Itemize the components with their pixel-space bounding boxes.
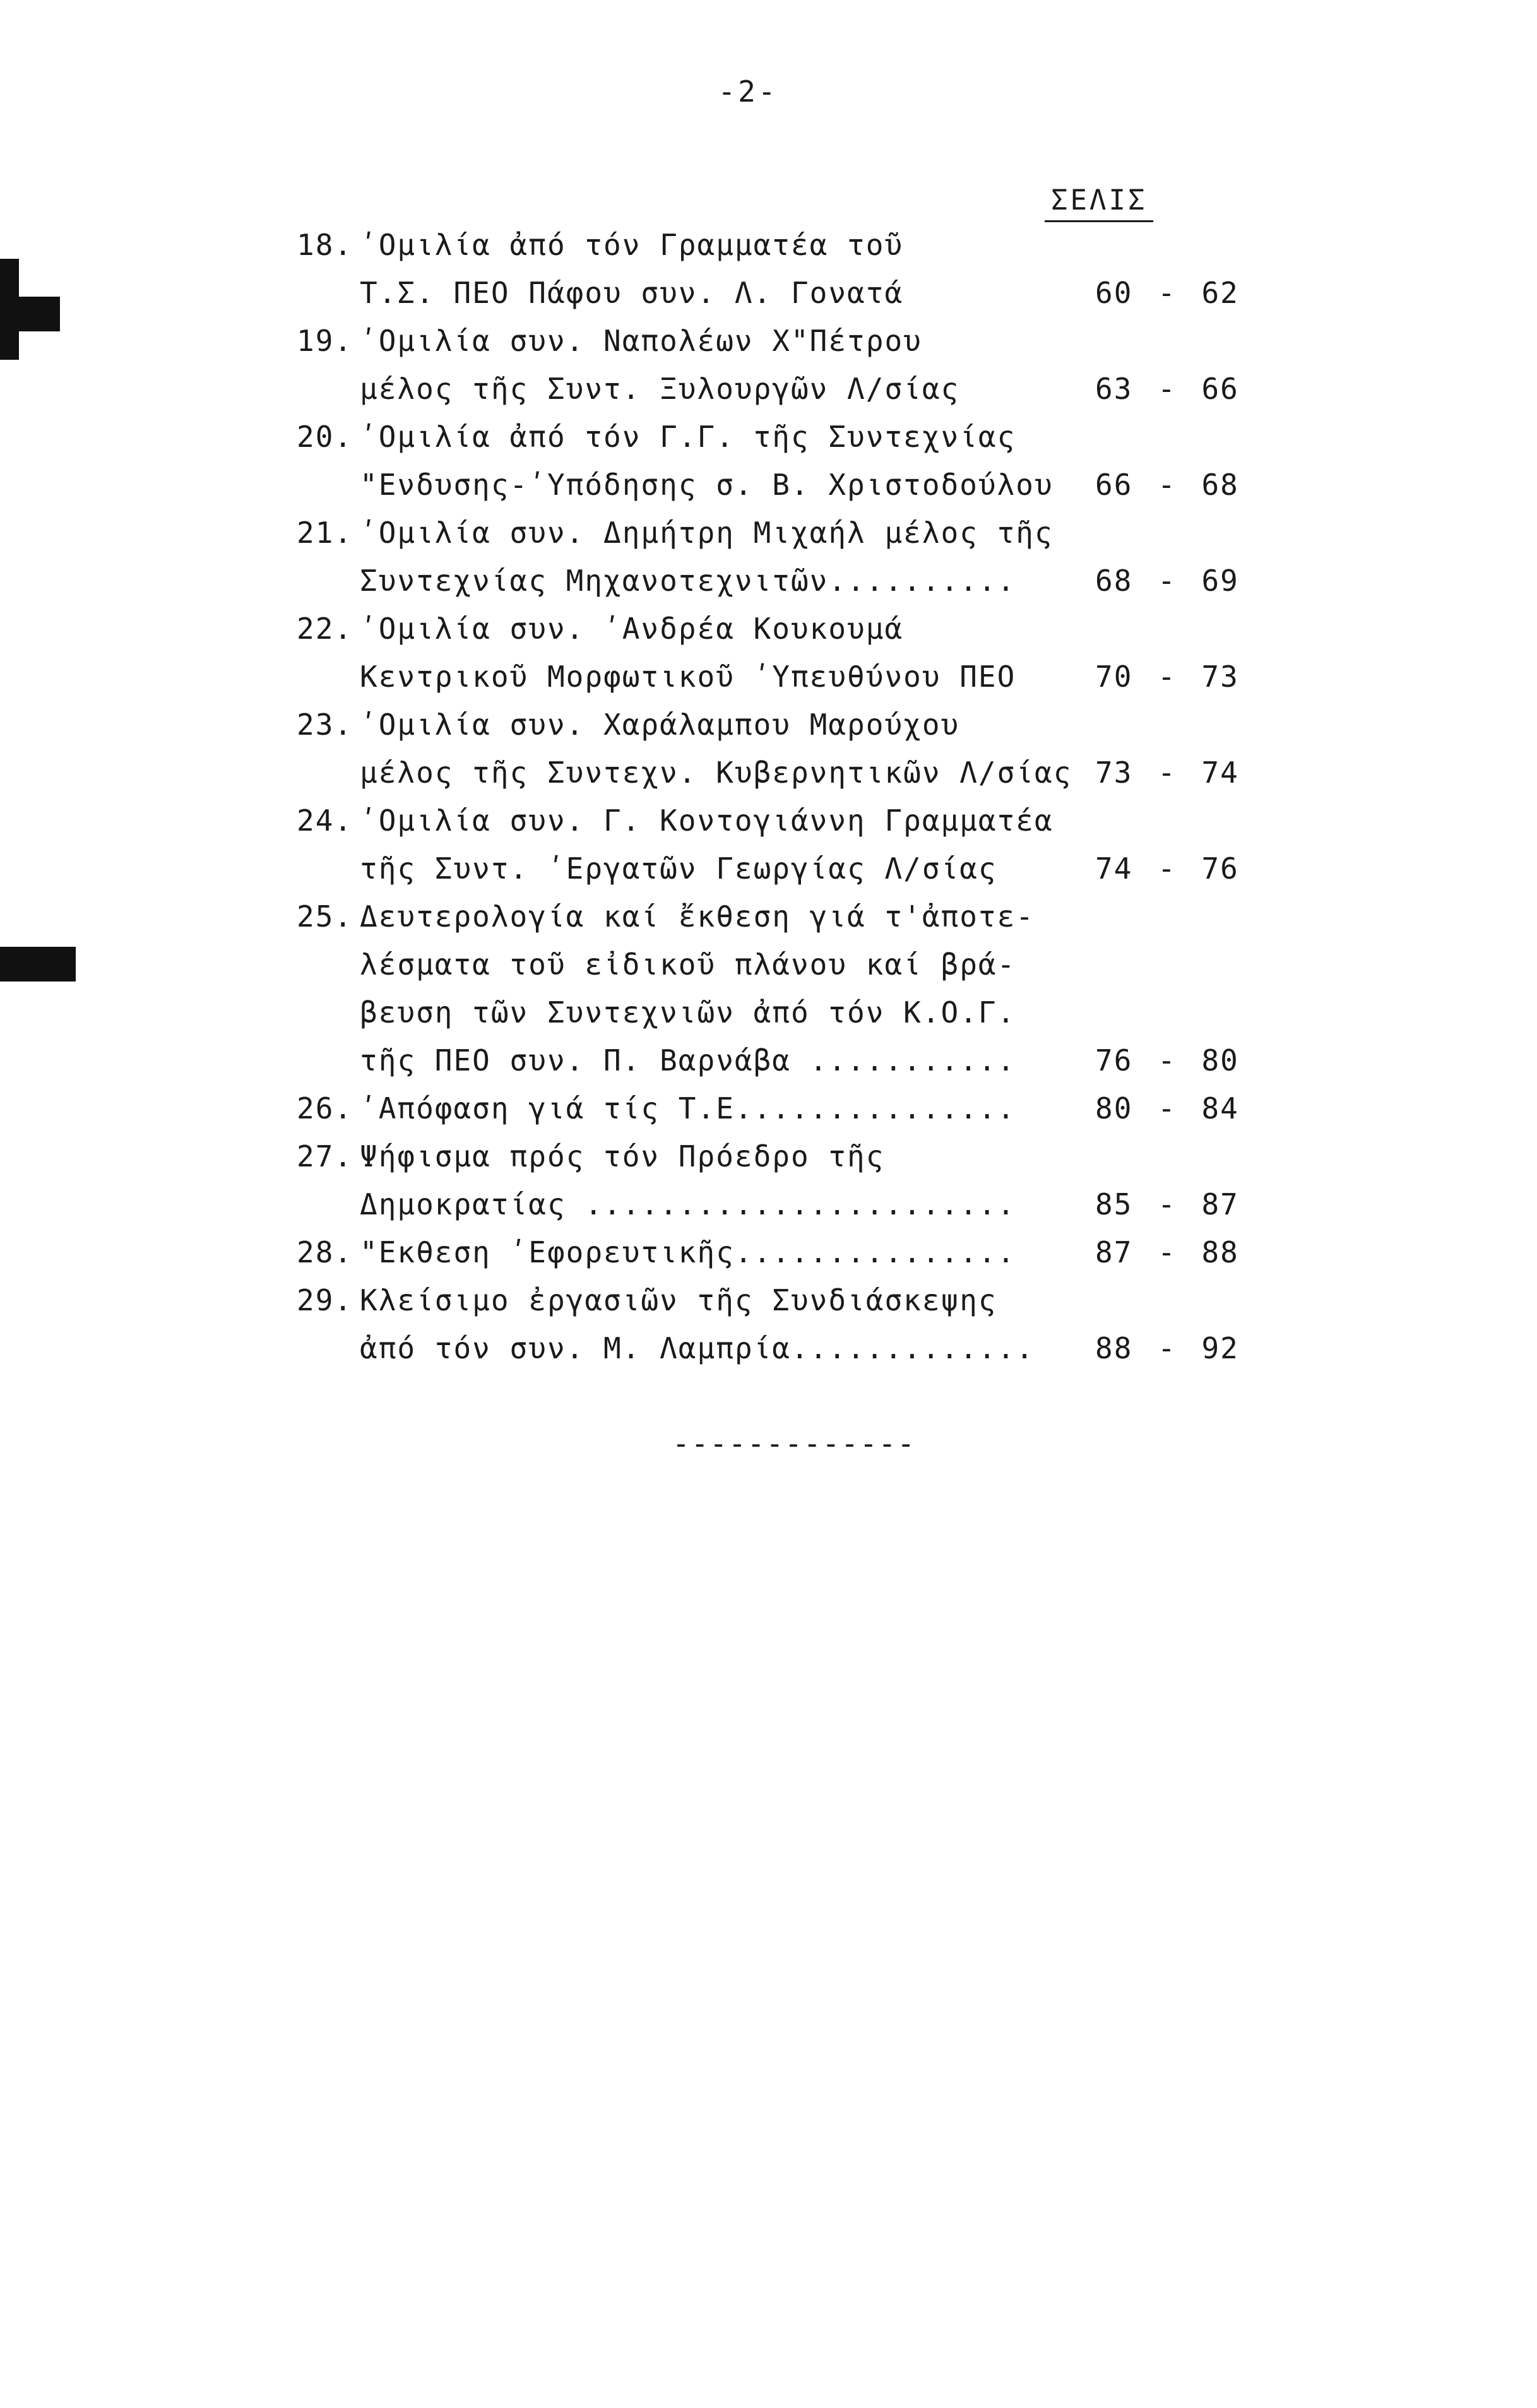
toc-entry-text: Κλείσιμο ἐργασιῶν τῆς Συνδιάσκεψης <box>360 1283 997 1317</box>
toc-entry-text: βευση τῶν Συντεχνιῶν ἀπό τόν Κ.Ο.Γ. <box>360 995 1016 1029</box>
toc-entry-number: 26. <box>297 1091 353 1125</box>
toc-entry-line <box>297 797 1281 845</box>
scan-edge-mark-mid <box>0 259 19 360</box>
toc-entry-text: λέσματα τοῦ εἰδικοῦ πλάνου καί βρά- <box>360 947 1016 982</box>
toc-entry-line <box>297 1276 1281 1324</box>
toc-entry-number: 18. <box>297 228 353 262</box>
toc-entry-pages: 85 - 87 <box>1095 1187 1239 1221</box>
end-rule: ------------- <box>672 1426 917 1461</box>
toc-entry-pages: 74 - 76 <box>1095 851 1239 886</box>
toc-entry-line <box>297 1084 1281 1132</box>
toc-entry-line <box>297 940 1281 988</box>
toc-entry-line <box>297 365 1281 413</box>
toc-entry <box>297 413 1281 509</box>
toc-entry-line <box>297 653 1281 701</box>
toc-entry-line <box>297 461 1281 509</box>
toc-entry-number: 27. <box>297 1139 353 1173</box>
page-number: -2- <box>718 74 778 109</box>
toc-entry-text: μέλος τῆς Συντεχν. Κυβερνητικῶν Λ/σίας <box>360 756 1072 790</box>
toc-entry <box>297 221 1281 317</box>
toc-entry-line <box>297 749 1281 797</box>
toc-entry-pages: 87 - 88 <box>1095 1235 1239 1269</box>
toc-entry-text: "Εκθεση ʹΕφορευτικῆς............... <box>360 1235 1016 1269</box>
pages-column-header: ΣΕΛΙΣ <box>1045 184 1153 222</box>
toc-entry <box>297 701 1281 797</box>
toc-entry-line <box>297 893 1281 940</box>
toc-entry-line <box>297 605 1281 653</box>
toc-entry-text: ʹΟμιλία συν. Δημήτρη Μιχαήλ μέλος τῆς <box>360 516 1053 550</box>
toc-entry-pages: 63 - 66 <box>1095 372 1239 406</box>
toc-entry-number: 25. <box>297 899 353 934</box>
toc-entry-pages: 60 - 62 <box>1095 276 1239 310</box>
toc-entry-number: 19. <box>297 324 353 358</box>
toc-entry <box>297 605 1281 701</box>
toc-entry-text: ʹΟμιλία ἀπό τόν Γ.Γ. τῆς Συντεχνίας <box>360 420 1016 454</box>
toc-entry <box>297 797 1281 893</box>
toc-entry-line <box>297 509 1281 557</box>
toc-entry-number: 29. <box>297 1283 353 1317</box>
toc-entry-line <box>297 413 1281 461</box>
toc-entry-pages: 70 - 73 <box>1095 660 1239 694</box>
toc-entry-text: τῆς ΠΕΟ συν. Π. Βαρνάβα ........... <box>360 1043 1016 1077</box>
toc-entry-line <box>297 1036 1281 1084</box>
toc-entry-text: ʹΟμιλία συν. Ναπολέων Χ"Πέτρου <box>360 324 922 358</box>
toc-entry-text: Δημοκρατίας ....................... <box>360 1187 1016 1221</box>
toc-entry <box>297 1084 1281 1132</box>
toc-entry <box>297 893 1281 1084</box>
toc-entry-number: 21. <box>297 516 353 550</box>
toc-entry-text: Δευτερολογία καί ἔκθεση γιά τ'ἀποτε- <box>360 899 1035 934</box>
toc-entry-pages: 76 - 80 <box>1095 1043 1239 1077</box>
toc-entry-text: ʹΟμιλία συν. ʹΑνδρέα Κουκουμά <box>360 612 904 646</box>
toc-entry-text: "Ενδυσης-ʹΥπόδησης σ. Β. Χριστοδούλου <box>360 468 1053 502</box>
toc-entry-line <box>297 317 1281 365</box>
toc-entry-line <box>297 701 1281 749</box>
toc-entry-line <box>297 845 1281 893</box>
toc-entry-line <box>297 1180 1281 1228</box>
toc-entry-pages: 68 - 69 <box>1095 564 1239 598</box>
toc-entry-text: ʹΟμιλία ἀπό τόν Γραμματέα τοῦ <box>360 228 904 262</box>
toc-entry-text: ʹΟμιλία συν. Γ. Κοντογιάννη Γραμματέα <box>360 804 1053 838</box>
toc-entry-line <box>297 1132 1281 1180</box>
toc-entry-text: Ψήφισμα πρός τόν Πρόεδρο τῆς <box>360 1139 885 1173</box>
toc-entry-number: 23. <box>297 708 353 742</box>
toc-entry-line <box>297 221 1281 269</box>
toc-entry-text: Συντεχνίας Μηχανοτεχνιτῶν.......... <box>360 564 1016 598</box>
toc-entry-text: Τ.Σ. ΠΕΟ Πάφου συν. Λ. Γονατά <box>360 276 904 310</box>
toc-entry <box>297 509 1281 605</box>
toc-entry-text: μέλος τῆς Συντ. Ξυλουργῶν Λ/σίας <box>360 372 960 406</box>
toc-entry <box>297 1276 1281 1372</box>
toc-entry-pages: 80 - 84 <box>1095 1091 1239 1125</box>
toc-entry-text: Κεντρικοῦ Μορφωτικοῦ ʹΥπευθύνου ΠΕΟ <box>360 660 1016 694</box>
toc-entry-number: 22. <box>297 612 353 646</box>
toc-entry-number: 28. <box>297 1235 353 1269</box>
toc-entry <box>297 1132 1281 1228</box>
toc-entry <box>297 1228 1281 1276</box>
toc-entry-text: ʹΟμιλία συν. Χαράλαμπου Μαρούχου <box>360 708 960 742</box>
scan-edge-mark-bottom <box>0 947 76 982</box>
toc-entry-line <box>297 1324 1281 1372</box>
toc-entry-line <box>297 269 1281 317</box>
toc-entry-line <box>297 988 1281 1036</box>
toc-entry-line <box>297 557 1281 605</box>
toc-entry-pages: 66 - 68 <box>1095 468 1239 502</box>
toc-entry-pages: 88 - 92 <box>1095 1331 1239 1365</box>
table-of-contents <box>297 221 1281 1372</box>
toc-entry-text: τῆς Συντ. ʹΕργατῶν Γεωργίας Λ/σίας <box>360 851 997 886</box>
toc-entry-pages: 73 - 74 <box>1095 756 1239 790</box>
toc-entry-text: ʹΑπόφαση γιά τίς Τ.Ε............... <box>360 1091 1016 1125</box>
toc-entry <box>297 317 1281 413</box>
toc-entry-line <box>297 1228 1281 1276</box>
toc-entry-number: 24. <box>297 804 353 838</box>
toc-entry-text: ἀπό τόν συν. Μ. Λαμπρία............. <box>360 1331 1035 1365</box>
toc-entry-number: 20. <box>297 420 353 454</box>
